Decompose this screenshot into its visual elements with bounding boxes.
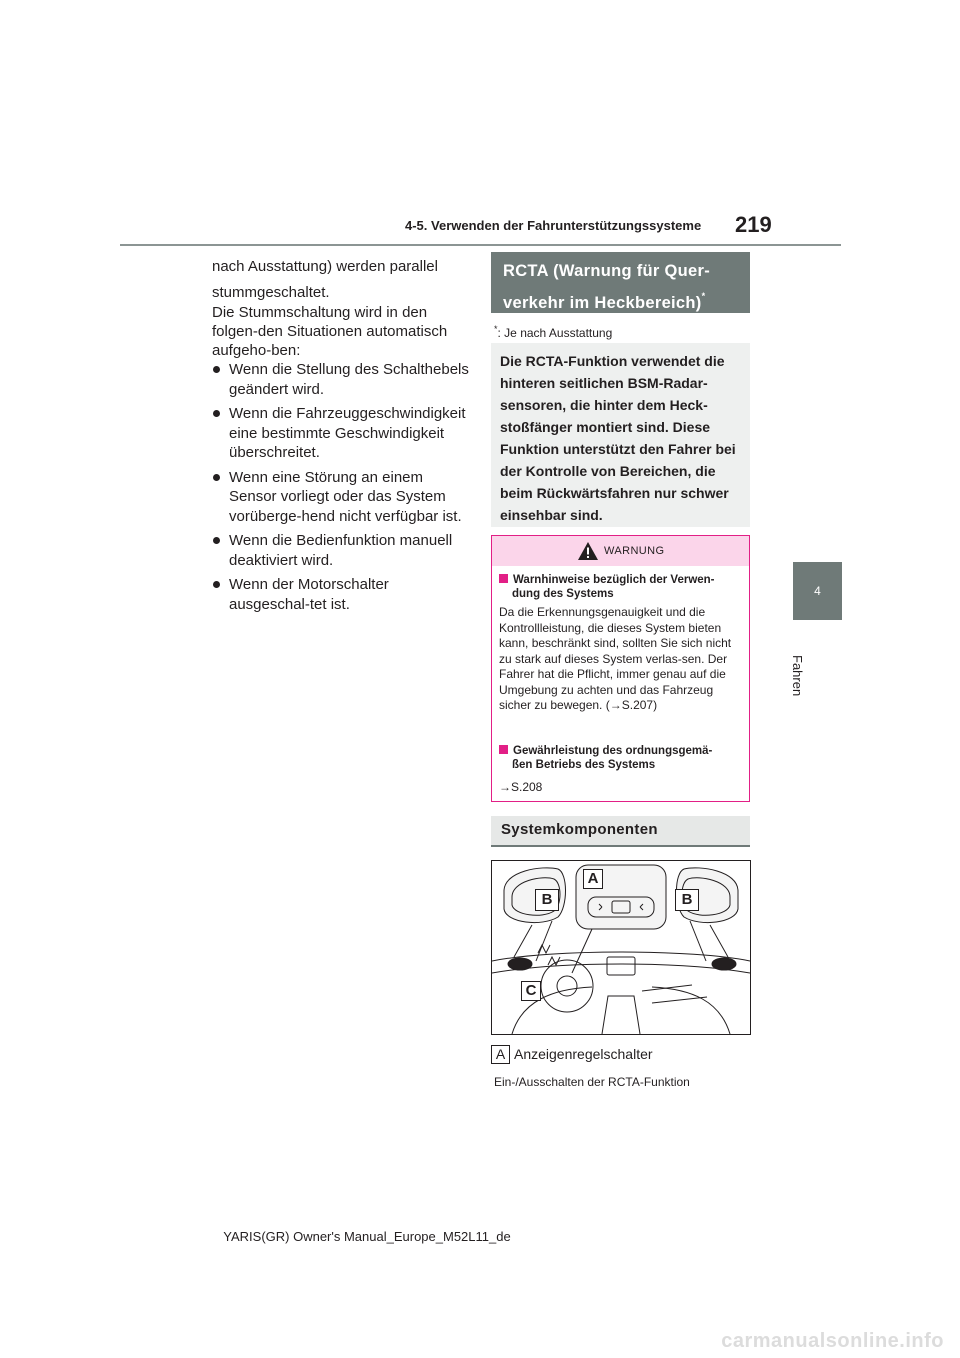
list-item	[212, 575, 472, 614]
bullet-icon	[213, 537, 220, 544]
rcta-heading-mark: *	[701, 291, 706, 301]
list-item	[212, 360, 472, 399]
legend-description: Ein-/Ausschalten der RCTA-Funktion	[494, 1075, 690, 1089]
bullet-icon	[213, 474, 220, 481]
components-heading: Systemkomponenten	[501, 821, 658, 838]
warning-label: WARNUNG	[604, 545, 665, 557]
section-title: 4-5. Verwenden der Fahrunterstützungssysteme	[405, 218, 702, 233]
footer	[0, 1229, 960, 1244]
list-item	[212, 468, 472, 527]
warning-item-heading-text: Gewährleistung des ordnungsgemä-	[513, 745, 713, 757]
components-heading-box	[491, 816, 750, 845]
components-heading-rule	[491, 845, 750, 847]
warning-box	[491, 535, 750, 802]
list-item	[212, 531, 472, 570]
rcta-intro-text: Die RCTA-Funktion verwendet die hinteren seitlichen BSM-Radar-sensoren, die hinter dem Heck-stoßfänger montiert sind. Diese Funktion unterstützt den Fahrer bei der Kontrolle von Bereichen, die beim Rückwärtsfahren nur schwer einsehbar sind.	[500, 353, 736, 523]
rcta-heading-box	[491, 252, 750, 313]
list-item-text: Wenn eine Störung an einem Sensor vorliegt oder das System vorüberge-hend nicht verfügbar ist.	[229, 468, 462, 525]
list-item-text: Wenn die Bedienfunktion manuell deaktiviert wird.	[229, 532, 453, 569]
manual-id: YARIS(GR) Owner's Manual_Europe_M52L11_de	[223, 1229, 511, 1244]
list-item	[212, 404, 472, 463]
dashboard-drawing	[492, 861, 750, 1034]
rcta-intro-box	[491, 343, 750, 527]
continued-text-line-2: stummgeschaltet.	[212, 284, 330, 301]
footnote-mark: *	[494, 324, 498, 334]
page-reference-link[interactable]: →S.208	[499, 780, 543, 794]
list-item-text: Wenn der Motorschalter ausgeschal-tet ist.	[229, 576, 389, 613]
figure-callout-c: C	[521, 981, 541, 1001]
figure-callout-b-right: B	[675, 889, 699, 911]
header-rule	[120, 244, 841, 246]
chapter-number: 4	[814, 584, 821, 598]
warning-item-heading	[499, 744, 744, 758]
watermark: carmanualsonline.info	[721, 1330, 944, 1352]
warning-item-text: Da die Erkennungsgenauigkeit und die Kontrollleistung, die dieses System bieten kann, beschränkt sind, sollten Sie sich nicht zu stark auf dieses System verlas-sen. Der Fahrer hat die Pflicht, immer genau auf die Umgebung zu achten und das Fahrzeug sicher zu bewegen. (→S.207)	[499, 605, 732, 712]
warning-item-heading-cont: dung des Systems	[512, 588, 614, 600]
footnote	[494, 324, 612, 340]
list-item-text: Wenn die Stellung des Schalthebels geändert wird.	[229, 361, 469, 398]
rcta-heading	[503, 259, 743, 316]
legend-label: Anzeigenregelschalter	[514, 1046, 653, 1062]
continued-text-line-1: nach Ausstattung) werden parallel	[212, 258, 438, 275]
legend-key-a: A	[491, 1045, 510, 1064]
warning-item-heading-cont: ßen Betriebs des Systems	[512, 759, 656, 771]
figure-callout-a: A	[583, 869, 603, 889]
figure-callout-b-left: B	[535, 889, 559, 911]
square-bullet-icon	[499, 574, 508, 583]
chapter-tab	[793, 562, 842, 620]
rcta-heading-text: RCTA (Warnung für Quer-verkehr im Heckbereich)	[503, 262, 711, 312]
dashboard-illustration	[491, 860, 751, 1035]
page-number: 219	[735, 212, 772, 237]
chapter-label: Fahren	[790, 655, 805, 697]
bullet-icon	[213, 410, 220, 417]
list-item-text: Wenn die Fahrzeuggeschwindigkeit eine bestimmte Geschwindigkeit überschreitet.	[229, 405, 466, 461]
footnote-text: : Je nach Ausstattung	[497, 326, 613, 340]
square-bullet-icon	[499, 745, 508, 754]
situations-list	[212, 360, 472, 619]
warning-header	[492, 536, 749, 566]
warning-triangle-icon	[577, 541, 599, 561]
warning-item-heading	[499, 573, 744, 587]
warning-item-heading-text: Warnhinweise bezüglich der Verwen-	[513, 574, 715, 586]
bullet-icon	[213, 366, 220, 373]
situations-intro: Die Stummschaltung wird in den folgen-den Situationen automatisch aufgeho-ben:	[212, 304, 448, 359]
bullet-icon	[213, 581, 220, 588]
